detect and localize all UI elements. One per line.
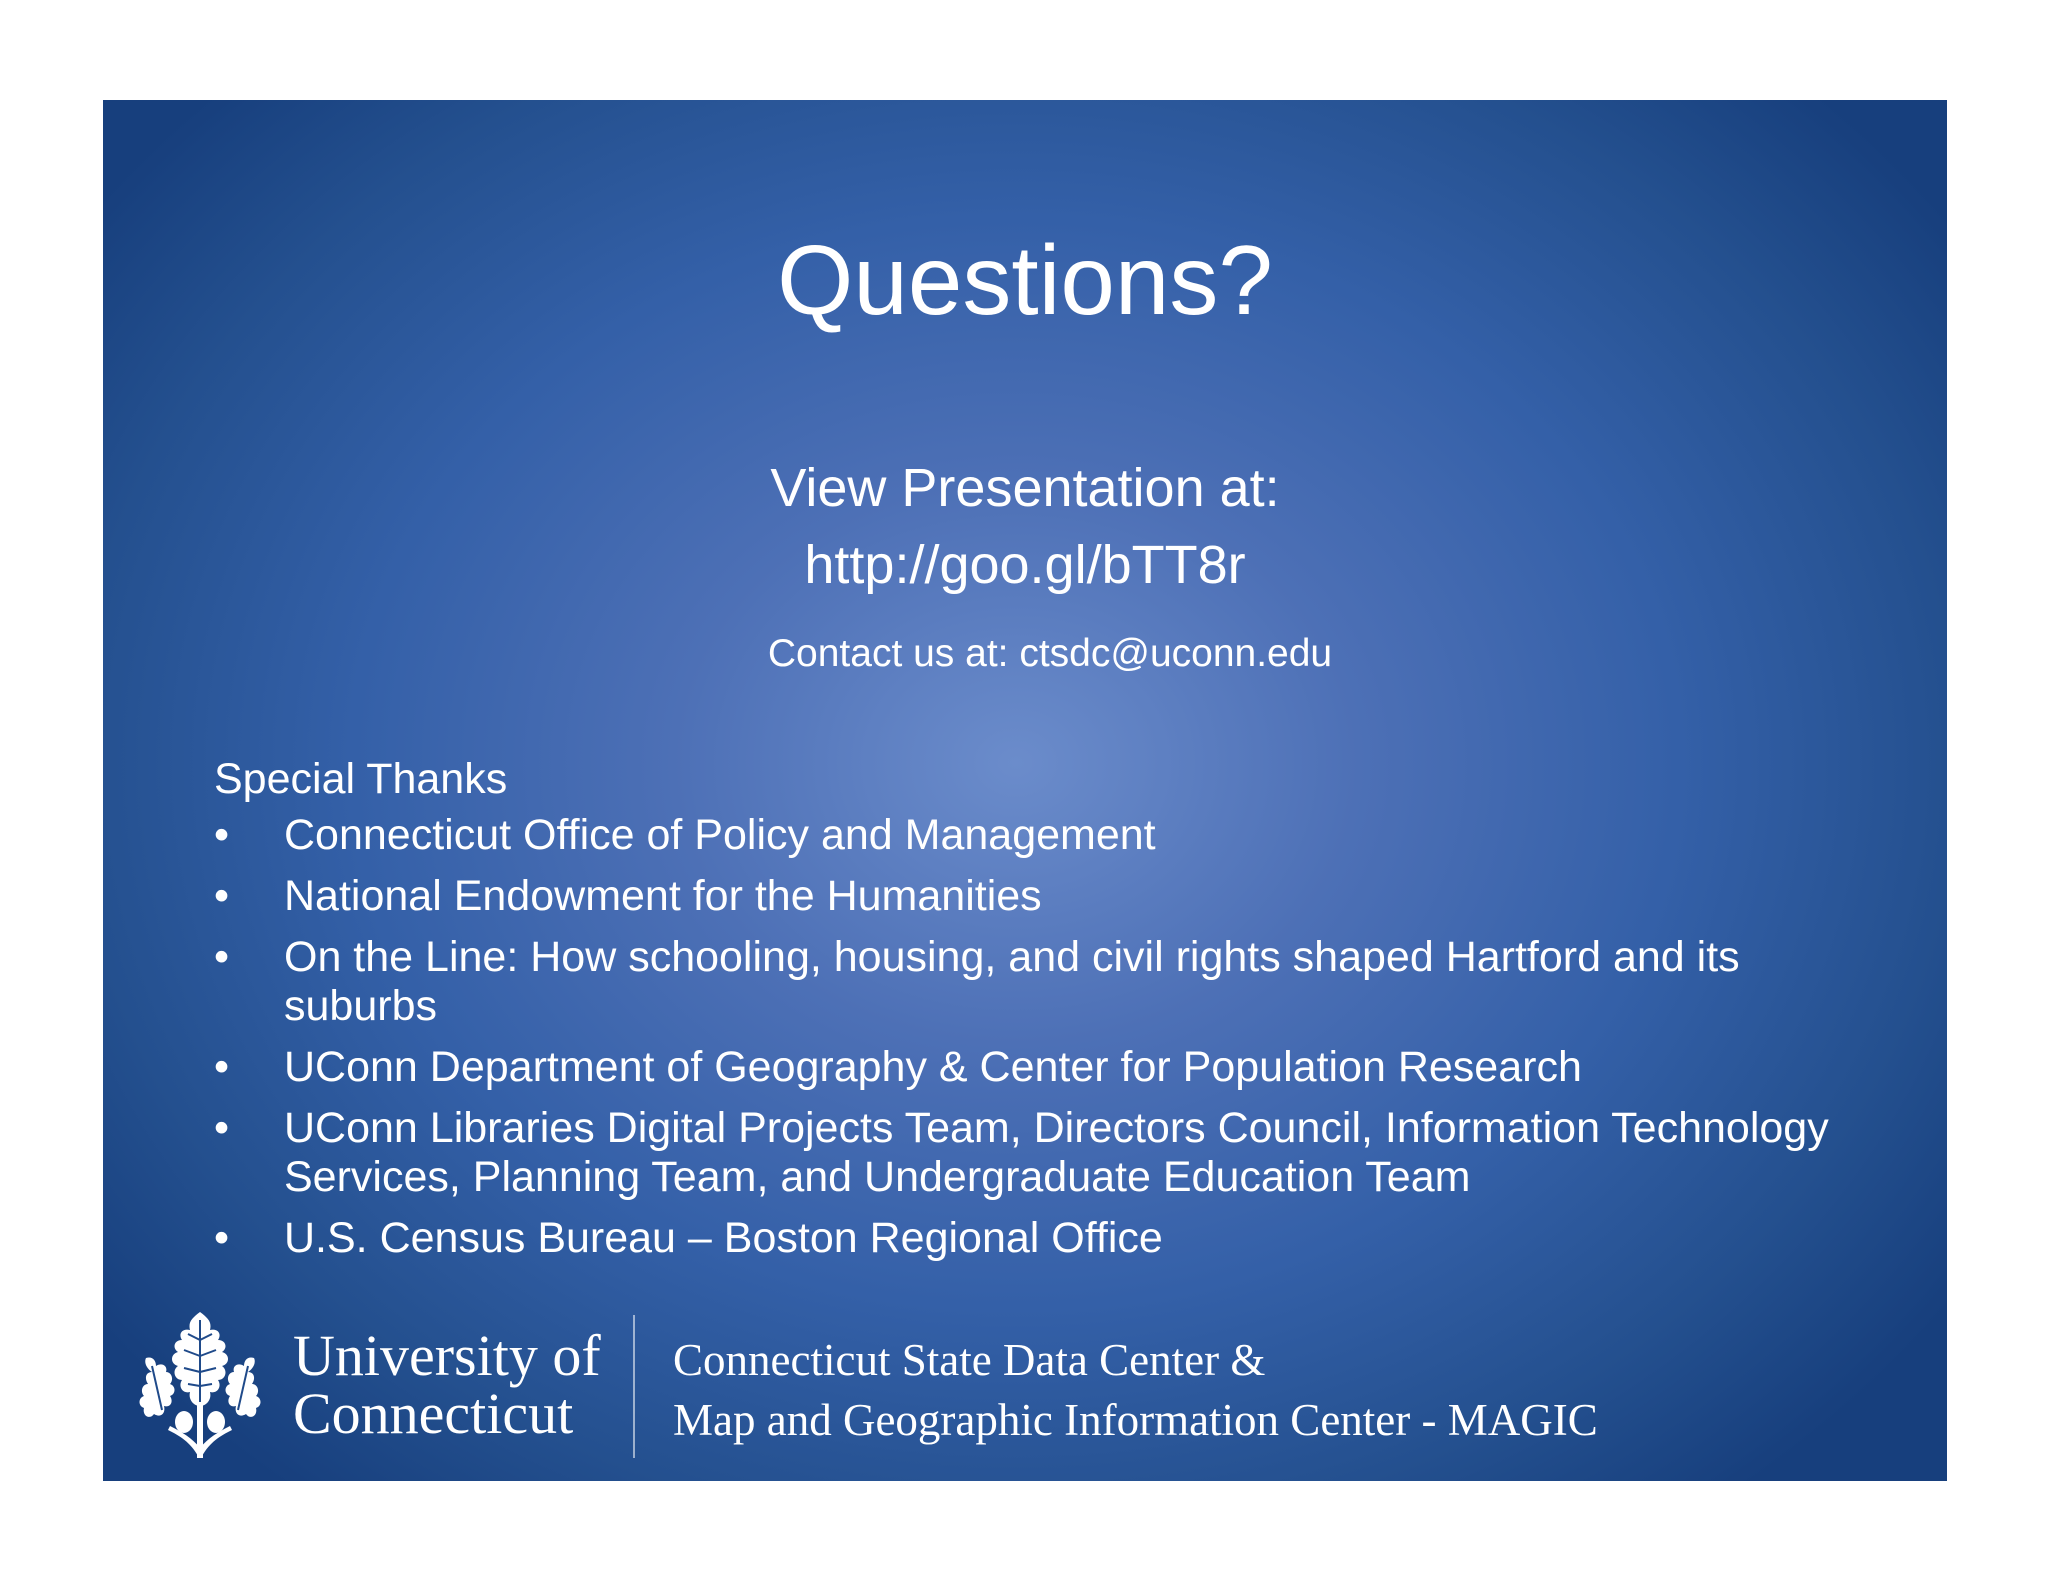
view-presentation-label: View Presentation at: (770, 458, 1280, 518)
list-item-text: UConn Libraries Digital Projects Team, Directors Council, Information Technology Services, Planning Team, and Undergraduate Education Team (284, 1104, 1829, 1201)
presentation-link[interactable]: http://goo.gl/bTT8r (804, 535, 1246, 595)
bullet-icon: • (214, 933, 230, 981)
bullet-icon: • (214, 1043, 230, 1091)
center-name-line2: Map and Geographic Information Center - MAGIC (673, 1395, 1598, 1445)
list-item (214, 811, 1874, 860)
list-item-text: UConn Department of Geography & Center for Population Research (284, 1043, 1582, 1091)
slide (103, 100, 1947, 1481)
slide-title: Questions? (777, 225, 1273, 335)
bullet-icon: • (214, 872, 230, 920)
list-item (214, 872, 1874, 921)
list-item-text: U.S. Census Bureau – Boston Regional Office (284, 1214, 1163, 1262)
university-name-line2: Connecticut (293, 1381, 574, 1446)
center-name-line1: Connecticut State Data Center & (673, 1335, 1266, 1385)
bullet-icon: • (214, 1214, 230, 1262)
footer-divider (633, 1315, 635, 1458)
bullet-icon: • (214, 1104, 230, 1152)
list-item (214, 1043, 1874, 1092)
list-item-text: National Endowment for the Humanities (284, 872, 1042, 920)
list-item-text: Connecticut Office of Policy and Management (284, 811, 1156, 859)
view-presentation-block (103, 450, 1947, 604)
list-item (214, 1104, 1874, 1202)
list-item-text: On the Line: How schooling, housing, and civil rights shaped Hartford and its suburbs (284, 933, 1740, 1030)
list-item (214, 1214, 1874, 1263)
list-item (214, 933, 1874, 1031)
university-name-line1: University of (293, 1323, 601, 1388)
university-name (293, 1323, 601, 1446)
oak-leaf-icon (138, 1310, 262, 1460)
bullet-icon: • (214, 811, 230, 859)
special-thanks-heading: Special Thanks (214, 755, 508, 803)
footer (138, 1310, 1928, 1460)
contact-line: Contact us at: ctsdc@uconn.edu (767, 632, 1333, 675)
center-name (673, 1330, 1598, 1450)
special-thanks-list (214, 811, 1874, 1275)
